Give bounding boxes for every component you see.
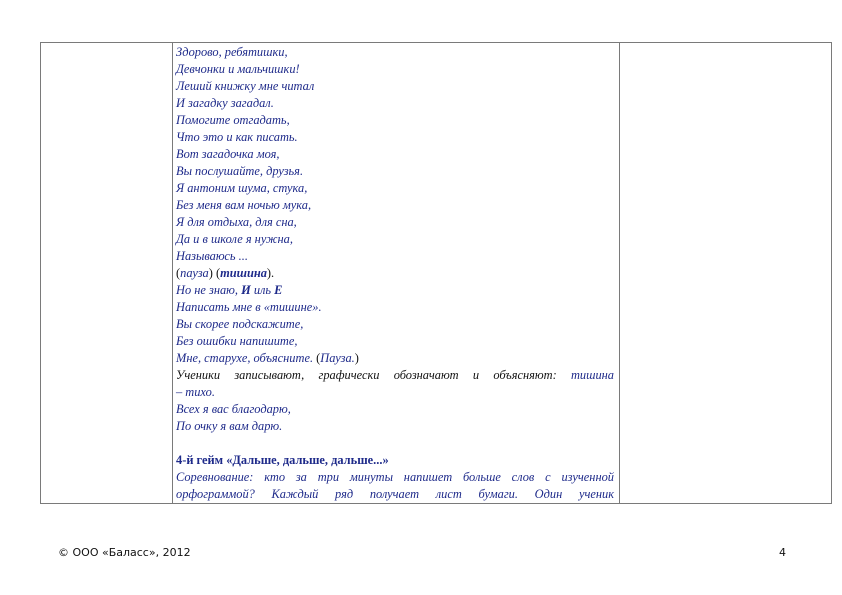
poem-line: Написать мне в «тишине». [176, 300, 322, 314]
poem-line: Помогите отгадать, [176, 113, 290, 127]
lesson-content-cell [176, 44, 614, 503]
table-bottom-border [40, 503, 832, 504]
footer-copyright: © ООО «Баласс», 2012 [58, 546, 191, 559]
lesson-table [40, 42, 832, 504]
poem-line: Я для отдыха, для сна, [176, 215, 297, 229]
poem-line: Без ошибки напишите, [176, 334, 298, 348]
poem-line: Леший книжку мне читал [176, 79, 315, 93]
table-right-border [831, 42, 832, 504]
page-number: 4 [779, 546, 786, 559]
spacer [176, 435, 614, 452]
poem-line: Девчонки и мальчишки! [176, 62, 300, 76]
column-divider-1 [172, 42, 173, 504]
game-description-line: Соревнование: кто за три минуты напишет больше слов с изученной [176, 470, 614, 484]
poem-line: Да и в школе я нужна, [176, 232, 293, 246]
poem-line: Мне, старухе, объясните. (Пауза.) [176, 351, 359, 365]
poem-line: По очку я вам дарю. [176, 419, 283, 433]
poem-line: Здорово, ребятишки, [176, 45, 288, 59]
instruction-line: Ученики записывают, графически обозначают и объясняют: тишина [176, 368, 614, 382]
poem-line: Я антоним шума, стука, [176, 181, 308, 195]
poem-line: Вы послушайте, друзья. [176, 164, 304, 178]
table-left-border [40, 42, 41, 504]
poem-line: Называюсь ... [176, 249, 248, 263]
pause-answer-line: (пауза) (тишина). [176, 266, 275, 280]
poem-line: Но не знаю, И иль Е [176, 283, 283, 297]
poem-line: Без меня вам ночью мука, [176, 198, 312, 212]
instruction-line: – тихо. [176, 385, 215, 399]
poem-line: И загадку загадал. [176, 96, 274, 110]
poem-line: Вы скорее подскажите, [176, 317, 304, 331]
game-title: 4-й гейм «Дальше, дальше, дальше...» [176, 453, 389, 467]
game-description-line: орфограммой? Каждый ряд получает лист бумаги. Один ученик [176, 487, 614, 501]
table-top-border [40, 42, 832, 43]
poem-line: Что это и как писать. [176, 130, 298, 144]
poem-line: Вот загадочка моя, [176, 147, 280, 161]
poem-line: Всех я вас благодарю, [176, 402, 291, 416]
column-divider-2 [619, 42, 620, 504]
